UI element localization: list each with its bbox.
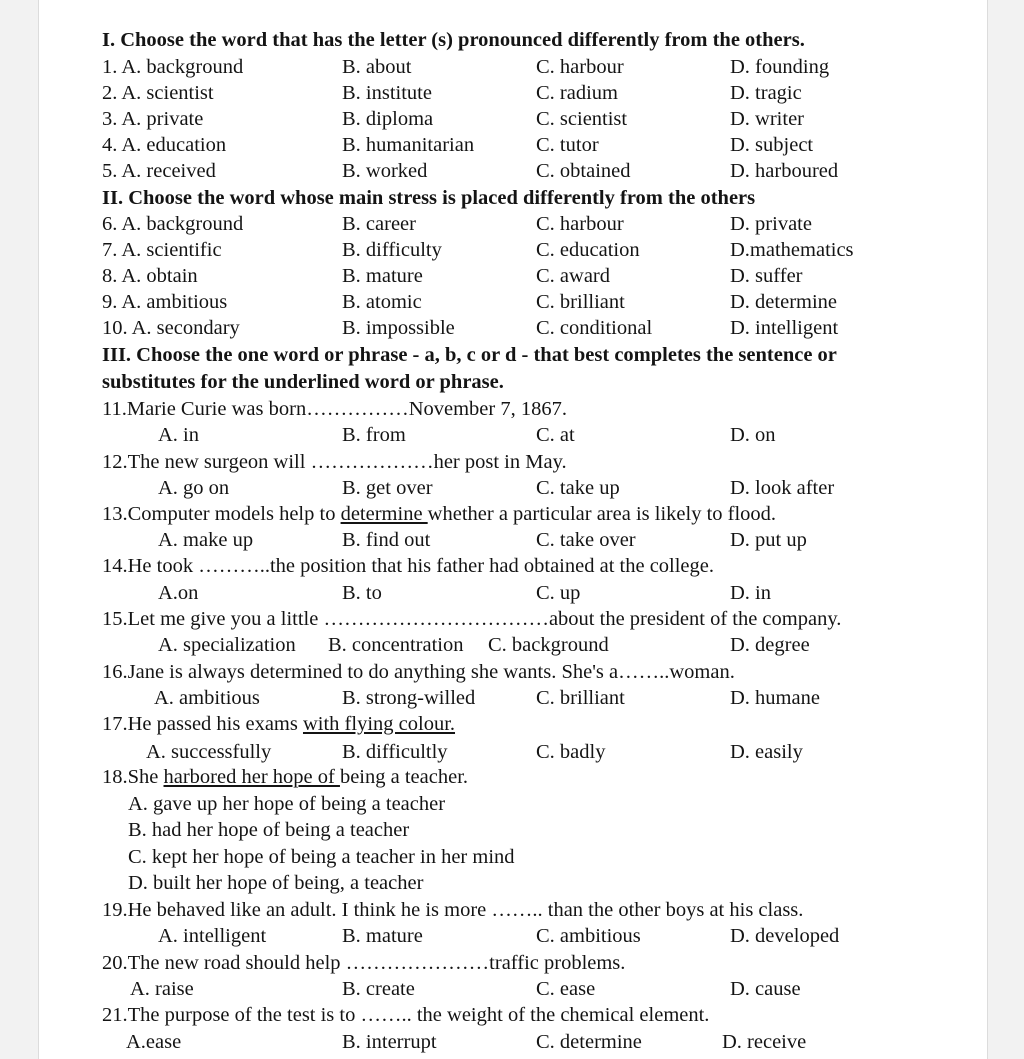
option-a: 3. A. private (102, 108, 204, 130)
question-row-3 (102, 106, 982, 132)
option-d: D. put up (730, 529, 807, 551)
option-c: C. conditional (536, 317, 653, 339)
question-stem-14: 14.He took ………..the position that his father had obtained at the college. (102, 555, 715, 577)
question-options-12 (102, 475, 982, 501)
option-c: C. brilliant (536, 687, 625, 709)
option-d: D. developed (730, 925, 840, 947)
option-c: C. take over (536, 529, 636, 551)
stem-text: 18.She (102, 766, 164, 788)
question-stem-12: 12.The new surgeon will ………………her post in May. (102, 451, 567, 473)
option-b: B. to (342, 582, 382, 604)
option-a: A. raise (130, 978, 194, 1000)
option-c: C. education (536, 239, 640, 261)
option-b: B. had her hope of being a teacher (128, 819, 410, 841)
option-c: C. ambitious (536, 925, 641, 947)
option-b: B. get over (342, 477, 433, 499)
question-row-5 (102, 158, 982, 184)
option-b: B. atomic (342, 291, 422, 313)
question-row-6 (102, 211, 982, 237)
question-row-8 (102, 263, 982, 289)
question-stem-17 (102, 711, 982, 737)
option-d: D. suffer (730, 265, 803, 287)
option-a: 1. A. background (102, 56, 244, 78)
option-c: C. tutor (536, 134, 599, 156)
option-c: C. ease (536, 978, 596, 1000)
option-d: D. degree (730, 634, 810, 656)
question-stem-19: 19.He behaved like an adult. I think he is more …….. than the other boys at his class. (102, 899, 804, 921)
option-b: B. career (342, 213, 416, 235)
question-options-17 (102, 739, 982, 765)
option-c: C. badly (536, 741, 606, 763)
option-b: B. difficulty (342, 239, 442, 261)
underlined-phrase: harbored her hope of (163, 766, 340, 788)
option-b: B. interrupt (342, 1031, 437, 1053)
option-a: 2. A. scientist (102, 82, 214, 104)
option-d: D. determine (730, 291, 838, 313)
option-c: C. obtained (536, 160, 631, 182)
option-c: C. background (488, 634, 609, 656)
option-a: A. intelligent (158, 925, 267, 947)
option-c: C. harbour (536, 56, 624, 78)
underlined-phrase: with flying colour. (302, 713, 456, 735)
option-d: D. humane (730, 687, 820, 709)
option-b: B. strong-willed (342, 687, 476, 709)
question-stem-20: 20.The new road should help …………………traffic problems. (102, 952, 626, 974)
option-a: A. in (158, 424, 199, 446)
option-b: B. find out (342, 529, 431, 551)
question-row-1 (102, 54, 982, 80)
question-options-19 (102, 923, 982, 949)
option-d: D. on (730, 424, 776, 446)
option-d: D. easily (730, 741, 803, 763)
option-b: B. create (342, 978, 415, 1000)
option-b: B. institute (342, 82, 432, 104)
option-b: B. humanitarian (342, 134, 475, 156)
option-a: 5. A. received (102, 160, 216, 182)
option-d: D. built her hope of being, a teacher (128, 872, 424, 894)
option-d: D. cause (730, 978, 801, 1000)
option-d: D.mathematics (730, 239, 854, 261)
stem-text: being a teacher. (339, 766, 469, 788)
option-a: A.ease (126, 1031, 182, 1053)
question-options-15 (102, 632, 982, 658)
option-b: B. about (342, 56, 412, 78)
option-a: A. gave up her hope of being a teacher (128, 793, 446, 815)
option-b: B. concentration (328, 634, 464, 656)
option-a: 9. A. ambitious (102, 291, 228, 313)
option-a: A.on (158, 582, 199, 604)
option-b: B. impossible (342, 317, 455, 339)
option-c: C. determine (536, 1031, 642, 1053)
option-a: 8. A. obtain (102, 265, 198, 287)
question-row-2 (102, 80, 982, 106)
option-b: B. from (342, 424, 406, 446)
section-3-heading-line-1: III. Choose the one word or phrase - a, b, c or d - that best completes the sentence or (102, 344, 837, 366)
option-c: C. take up (536, 477, 620, 499)
option-d: D. private (730, 213, 812, 235)
question-row-7 (102, 237, 982, 263)
option-b: B. mature (342, 265, 423, 287)
question-stem-11: 11.Marie Curie was born……………November 7, 1867. (102, 398, 567, 420)
question-stem-21: 21.The purpose of the test is to …….. the weight of the chemical element. (102, 1004, 710, 1026)
question-stem-15: 15.Let me give you a little ……………………………about the president of the company. (102, 608, 842, 630)
option-d: D. writer (730, 108, 805, 130)
option-d: D. subject (730, 134, 814, 156)
option-d: D. intelligent (730, 317, 839, 339)
option-c: C. radium (536, 82, 618, 104)
stem-text: 17.He passed his exams (102, 713, 303, 735)
option-d: D. in (730, 582, 771, 604)
option-d: D. look after (730, 477, 835, 499)
option-a: A. successfully (146, 741, 272, 763)
option-d: D. harboured (730, 160, 839, 182)
question-row-4 (102, 132, 982, 158)
question-options-21 (102, 1029, 982, 1055)
option-c: C. harbour (536, 213, 624, 235)
option-c: C. scientist (536, 108, 628, 130)
question-stem-18 (102, 764, 982, 790)
underlined-word: determine (340, 503, 428, 525)
question-row-9 (102, 289, 982, 315)
question-stem-13 (102, 501, 982, 527)
question-options-11 (102, 422, 982, 448)
option-c: C. award (536, 265, 611, 287)
section-2-heading: II. Choose the word whose main stress is placed differently from the others (102, 187, 756, 209)
question-options-13 (102, 527, 982, 553)
option-b: B. mature (342, 925, 423, 947)
option-d: D. tragic (730, 82, 802, 104)
option-a: 7. A. scientific (102, 239, 222, 261)
question-options-16 (102, 685, 982, 711)
option-b: B. worked (342, 160, 428, 182)
option-b: B. difficultly (342, 741, 448, 763)
option-c: C. up (536, 582, 581, 604)
option-a: 4. A. education (102, 134, 227, 156)
option-b: B. diploma (342, 108, 434, 130)
question-row-10 (102, 315, 982, 341)
stem-text: 13.Computer models help to (102, 503, 341, 525)
option-a: A. specialization (158, 634, 296, 656)
section-1-heading: I. Choose the word that has the letter (s) pronounced differently from the others. (102, 29, 805, 51)
option-c: C. kept her hope of being a teacher in her mind (128, 846, 515, 868)
stem-text: whether a particular area is likely to flood. (427, 503, 777, 525)
question-options-20 (102, 976, 982, 1002)
option-a: A. go on (158, 477, 230, 499)
option-a: A. make up (158, 529, 254, 551)
option-a: 10. A. secondary (102, 317, 240, 339)
option-a: A. ambitious (154, 687, 260, 709)
option-c: C. brilliant (536, 291, 625, 313)
option-d: D. receive (722, 1031, 807, 1053)
section-3-heading-line-2: substitutes for the underlined word or phrase. (102, 371, 504, 393)
option-a: 6. A. background (102, 213, 244, 235)
option-d: D. founding (730, 56, 830, 78)
question-stem-16: 16.Jane is always determined to do anything she wants. She's a……..woman. (102, 661, 735, 683)
option-c: C. at (536, 424, 575, 446)
question-options-14 (102, 580, 982, 606)
